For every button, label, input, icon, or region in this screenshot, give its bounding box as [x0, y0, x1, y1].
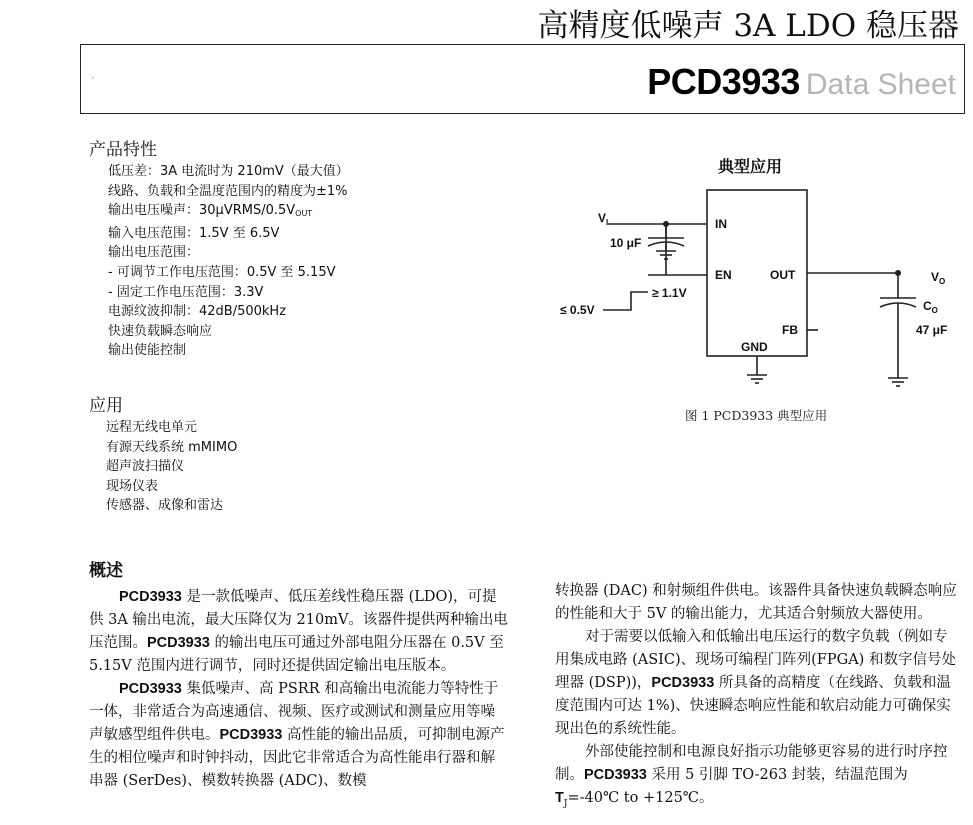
- typical-application-schematic: [540, 180, 960, 395]
- en-high-label: ≥ 1.1V: [652, 286, 687, 300]
- feature-item-text: 输出电压噪声：30μVRMS/0.5V: [108, 203, 296, 219]
- feature-item: - 可调节工作电压范围：0.5V 至 5.15V: [108, 264, 336, 280]
- overview-paragraph: 对于需要以低输入和低输出电压运行的数字负载（例如专用集成电路 (ASIC)、现场可编程门阵列(FPGA) 和数字信号处理器 (DSP))，PCD3933 所具备的高精度（在线路、负载和温度范围内可达 1%)、快速瞬态响应性能和软启动能力可确保实现出色的系统性能。: [555, 629, 956, 737]
- feature-item: - 固定工作电压范围：3.3V: [108, 284, 264, 300]
- vin-label: $V_I$: [598, 211, 609, 227]
- applications-list: [106, 418, 237, 516]
- cout-value-label: 47 μF: [916, 323, 948, 337]
- vin-node: [663, 221, 669, 227]
- application-item: 超声波扫描仪: [106, 459, 185, 475]
- feature-item: 输入电压范围：1.5V 至 6.5V: [108, 225, 280, 241]
- en-low-label: ≤ 0.5V: [560, 303, 595, 317]
- title-box: [80, 44, 965, 114]
- applications-heading: 应用: [89, 396, 123, 416]
- feature-item: 线路、负载和全温度范围内的精度为±1%: [108, 183, 348, 199]
- cout-label: $C_O$: [923, 299, 938, 315]
- application-item: 有源天线系统 mMIMO: [106, 439, 238, 455]
- feature-item: 输出使能控制: [108, 343, 187, 359]
- doc-type: Data Sheet: [805, 68, 956, 101]
- overview-column-left: [89, 586, 509, 793]
- document-title: 高精度低噪声 3A LDO 稳压器: [537, 8, 959, 44]
- overview-heading: 概述: [89, 561, 123, 581]
- overview-paragraph: PCD3933 是一款低噪声、低压差线性稳压器 (LDO)，可提供 3A 输出电流，最大压降仅为 210mV。该器件提供两种输出电压范围。PCD3933 的输出电压可通过外部电阻分压器在 0.5V 至 5.15V 范围内进行调节，同时还提供固定输出电压版本。: [89, 589, 508, 674]
- feature-item: [108, 201, 349, 224]
- pin-out-label: OUT: [770, 268, 796, 282]
- title-dot: ·: [91, 71, 95, 85]
- part-heading: [647, 61, 956, 103]
- features-heading: 产品特性: [89, 140, 157, 160]
- overview-paragraph: PCD3933 集低噪声、高 PSRR 和高输出电流能力等特性于一体，非常适合为高速通信、视频、医疗或测试和测量应用等噪声敏感型组件供电。PCD3933 高性能的输出品质，可抑制电源产生的相位噪声和时钟抖动，因此它非常适合为高性能串行器和解串器 (SerDes)、模数转换器 (ADC)、数模: [89, 681, 505, 789]
- feature-item: 快速负载瞬态响应: [108, 323, 213, 339]
- feature-item: 电源纹波抑制：42dB/500kHz: [108, 304, 287, 320]
- en-step-signal: [603, 292, 648, 310]
- application-item: 远程无线电单元: [106, 420, 198, 435]
- vout-label: $V_O$: [931, 270, 946, 286]
- feature-item: 低压差：3A 电流时为 210mV（最大值）: [108, 164, 349, 179]
- overview-column-right: [555, 580, 957, 816]
- figure-caption: 图 1 PCD3933 典型应用: [685, 408, 828, 423]
- feature-item: 输出电压范围：: [108, 245, 200, 261]
- overview-paragraph: 转换器 (DAC) 和射频组件供电。该器件具备快速负载瞬态响应的性能和大于 5V 的输出能力，尤其适合射频放大器使用。: [555, 583, 957, 622]
- part-number: PCD3933: [647, 61, 800, 102]
- cin-label: 10 μF: [610, 236, 642, 250]
- application-item: 现场仪表: [106, 478, 159, 494]
- pin-fb-label: FB: [782, 323, 798, 337]
- pin-in-label: IN: [715, 217, 727, 231]
- pin-gnd-label: GND: [741, 340, 768, 354]
- overview-paragraph: 外部使能控制和电源良好指示功能够更容易的进行时序控制。PCD3933 采用 5 引脚 TO-263 封装，结温范围为 $T_J=-40℃$ to +125℃。: [555, 744, 948, 809]
- vout-node: [895, 270, 901, 276]
- noise-subscript: OUT: [295, 209, 313, 219]
- application-item: 传感器、成像和雷达: [106, 498, 224, 514]
- figure-title: 典型应用: [718, 157, 783, 176]
- pin-en-label: EN: [715, 268, 732, 282]
- features-list: [108, 162, 349, 361]
